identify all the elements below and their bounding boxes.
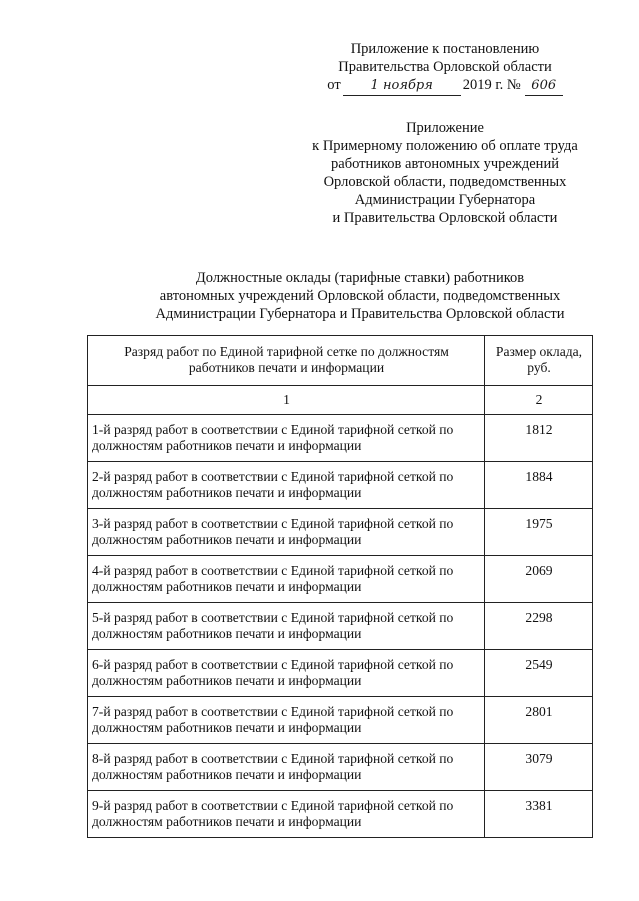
grade-cell: 5-й разряд работ в соответствии с Единой тарифной сеткой по должностям работников печати и информации: [88, 603, 485, 650]
header-salary: Размер оклада, руб.: [485, 336, 593, 386]
document-title: [100, 269, 620, 323]
salary-cell: 3381: [485, 791, 593, 838]
table-row: [88, 650, 593, 697]
grade-cell: 8-й разряд работ в соответствии с Единой тарифной сеткой по должностям работников печати и информации: [88, 744, 485, 791]
handwritten-number: 606: [525, 77, 563, 96]
salary-cell: 1812: [485, 415, 593, 462]
salary-cell: 1975: [485, 509, 593, 556]
table-row: [88, 415, 593, 462]
year-number-label: 2019 г. №: [462, 77, 521, 93]
appendix-line: Орловской области, подведомственных: [323, 174, 567, 190]
table-row: [88, 791, 593, 838]
grade-cell: 6-й разряд работ в соответствии с Единой тарифной сеткой по должностям работников печати и информации: [88, 650, 485, 697]
column-number: 2: [485, 386, 593, 415]
salary-cell: 3079: [485, 744, 593, 791]
salary-table: [87, 335, 593, 838]
title-line: Должностные оклады (тарифные ставки) работников: [195, 270, 525, 286]
appendix-line: Приложение: [406, 120, 484, 136]
table-header-row: [88, 336, 593, 386]
header-grade: Разряд работ по Единой тарифной сетке по должностям работников печати и информации: [88, 336, 485, 386]
appendix-line: Администрации Губернатора: [354, 192, 536, 208]
date-prefix: от: [327, 77, 341, 93]
appendix-line: и Правительства Орловской области: [332, 210, 558, 226]
column-number: 1: [88, 386, 485, 415]
table-row: [88, 556, 593, 603]
appendix-header-line: Приложение к постановлению: [350, 41, 540, 57]
grade-cell: 2-й разряд работ в соответствии с Единой тарифной сеткой по должностям работников печати и информации: [88, 462, 485, 509]
appendix-line: к Примерному положению об оплате труда: [312, 138, 578, 154]
salary-cell: 2069: [485, 556, 593, 603]
salary-cell: 2298: [485, 603, 593, 650]
grade-cell: 1-й разряд работ в соответствии с Единой тарифной сеткой по должностям работников печати и информации: [88, 415, 485, 462]
title-line: автономных учреждений Орловской области, подведомственных: [159, 288, 561, 304]
table-row: [88, 744, 593, 791]
grade-cell: 9-й разряд работ в соответствии с Единой тарифной сеткой по должностям работников печати и информации: [88, 791, 485, 838]
resolution-date-line: [300, 76, 590, 96]
table-row: [88, 509, 593, 556]
table-row: [88, 697, 593, 744]
table-row: [88, 462, 593, 509]
table-row: [88, 603, 593, 650]
salary-cell: 1884: [485, 462, 593, 509]
grade-cell: 4-й разряд работ в соответствии с Единой тарифной сеткой по должностям работников печати и информации: [88, 556, 485, 603]
salary-cell: 2549: [485, 650, 593, 697]
appendix-header-line: Правительства Орловской области: [338, 59, 552, 75]
column-number-row: [88, 386, 593, 415]
grade-cell: 7-й разряд работ в соответствии с Единой тарифной сеткой по должностям работников печати и информации: [88, 697, 485, 744]
appendix-header: [300, 40, 590, 96]
handwritten-date: 1 ноября: [343, 77, 461, 96]
secondary-appendix-header: [300, 119, 590, 227]
grade-cell: 3-й разряд работ в соответствии с Единой тарифной сеткой по должностям работников печати и информации: [88, 509, 485, 556]
appendix-line: работников автономных учреждений: [331, 156, 559, 172]
title-line: Администрации Губернатора и Правительства Орловской области: [155, 306, 565, 322]
salary-cell: 2801: [485, 697, 593, 744]
